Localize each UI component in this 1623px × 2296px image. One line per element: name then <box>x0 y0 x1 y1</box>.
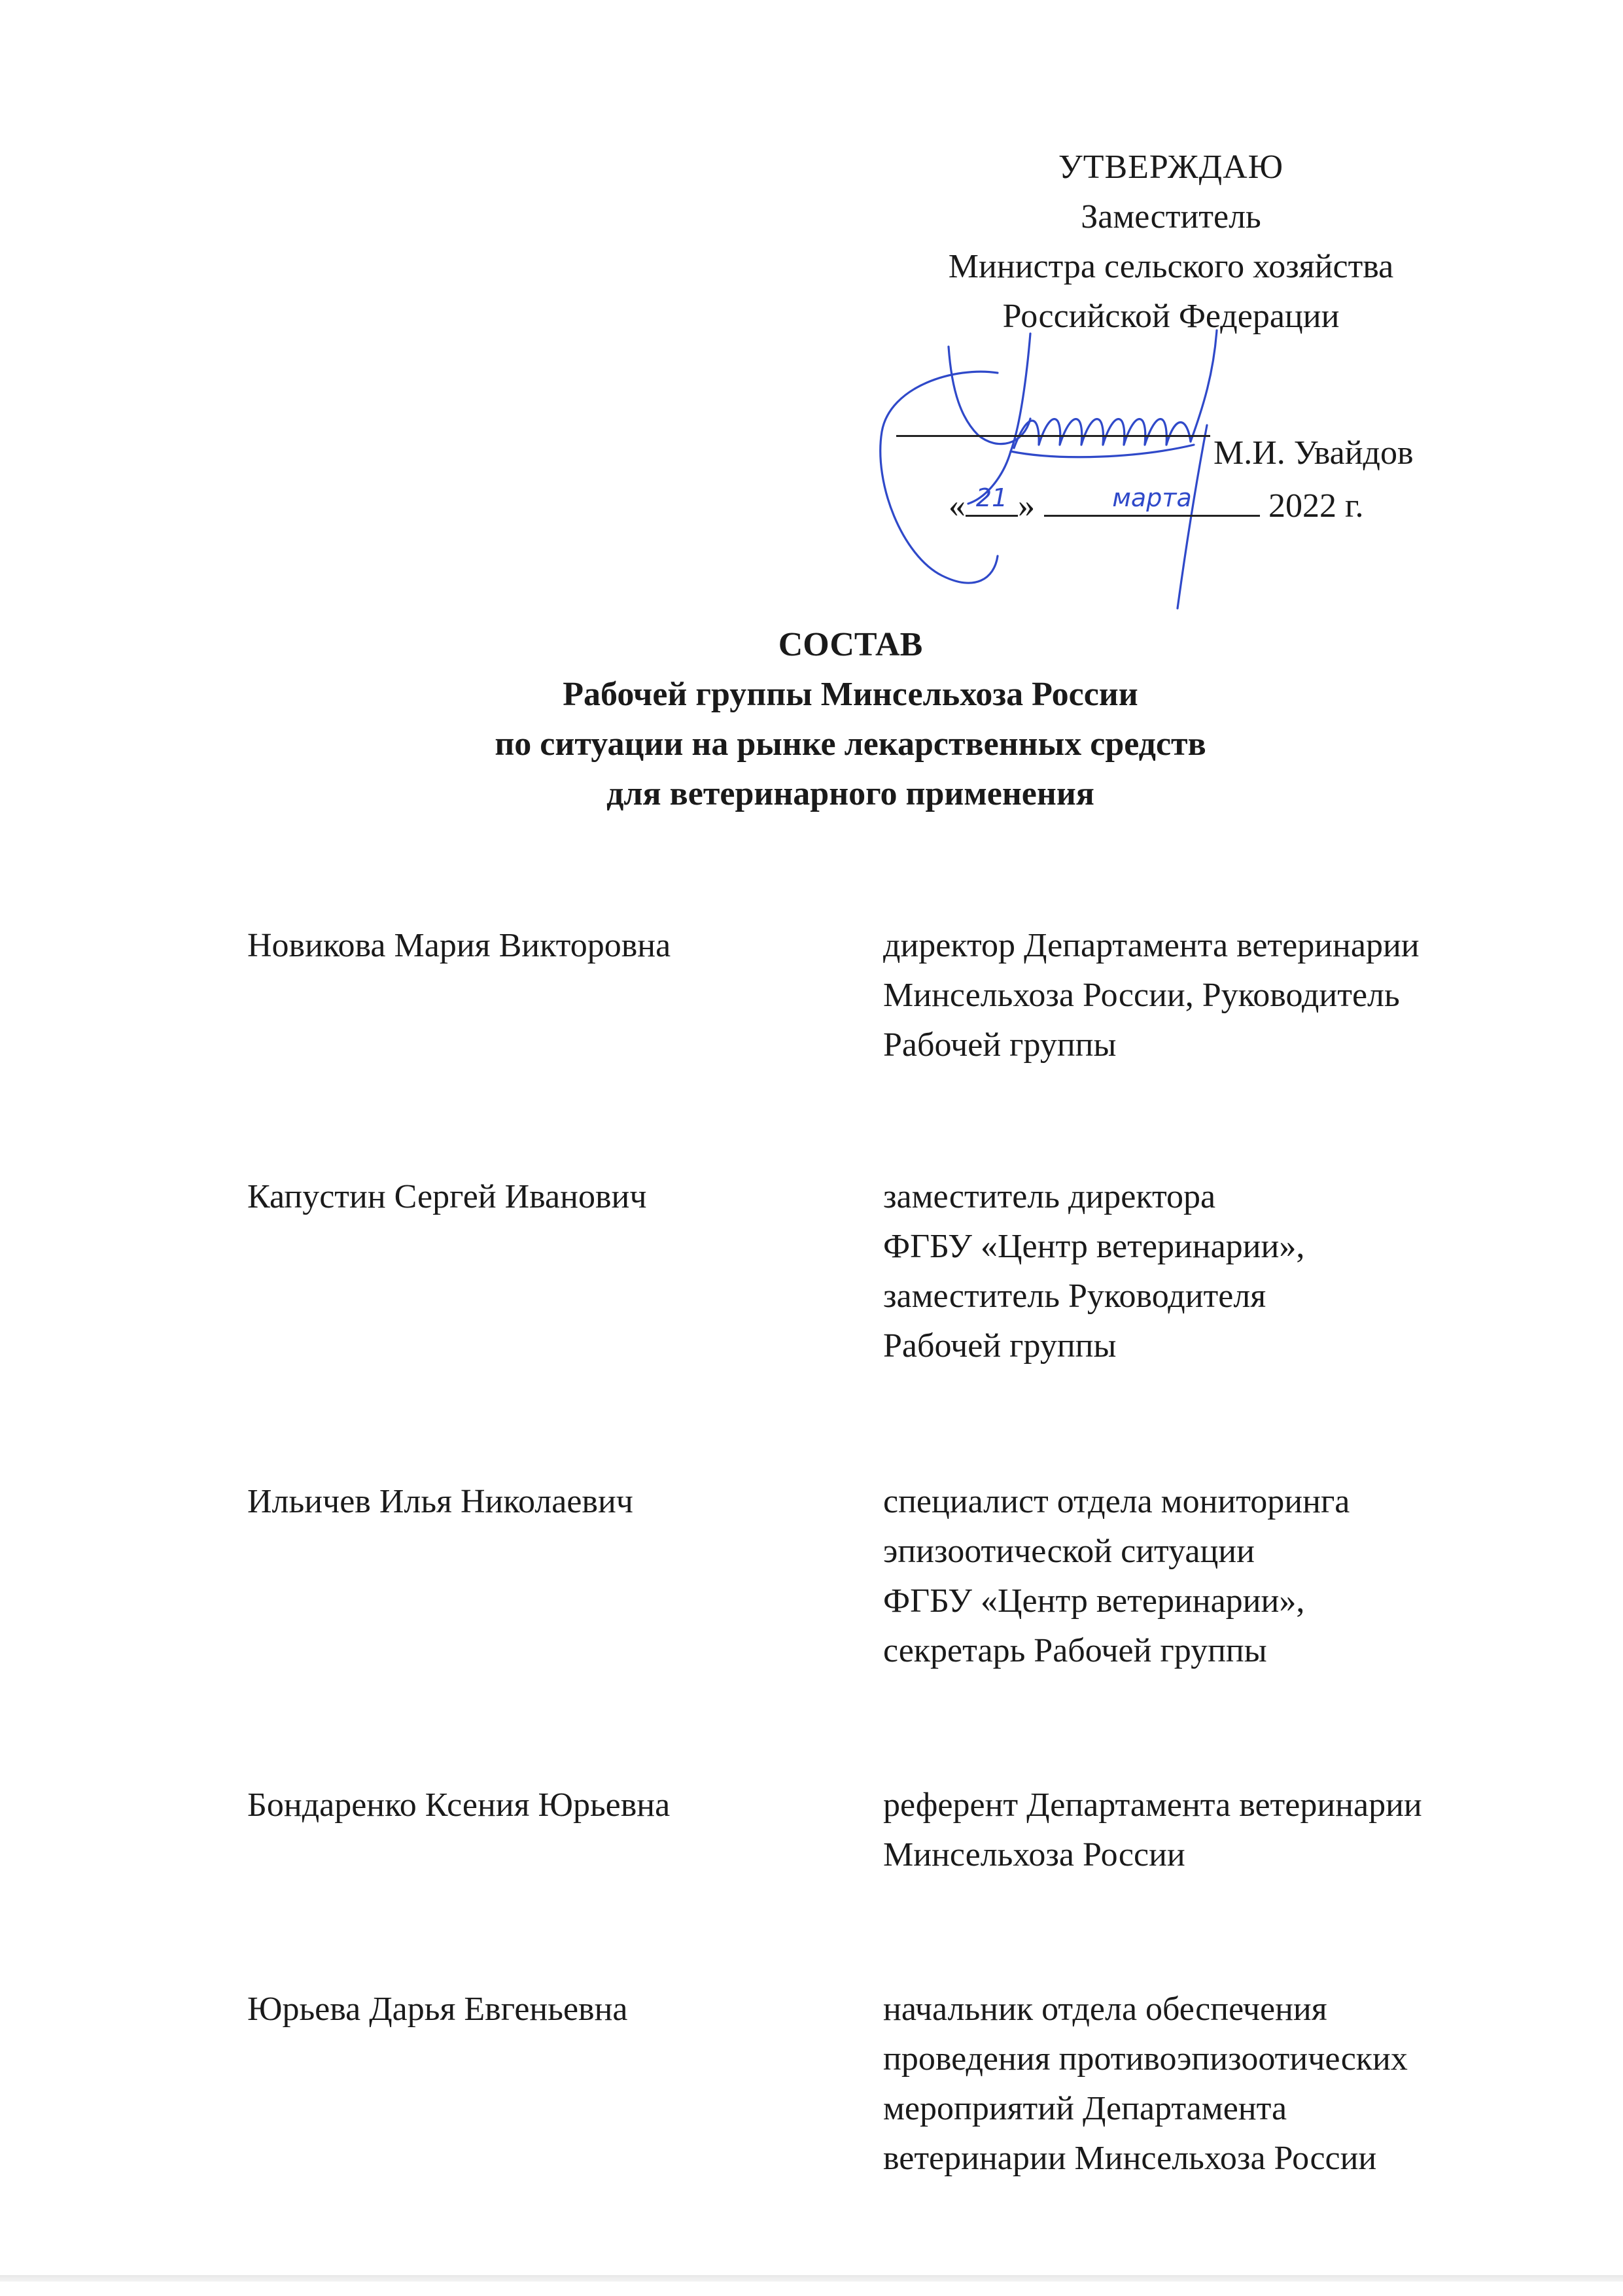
member-role <box>883 1172 1529 1371</box>
member-role-line: референт Департамента ветеринарии <box>883 1786 1422 1824</box>
members-list <box>247 921 1529 2183</box>
member-role-line: начальник отдела обеспечения <box>883 1991 1327 2028</box>
title-line: для ветеринарного применения <box>606 775 1094 812</box>
date-open-quote: « <box>949 487 966 525</box>
approval-block <box>850 143 1492 341</box>
member-role-line: ветеринарии Минсельхоза России <box>883 2140 1377 2177</box>
member-name: Юрьева Дарья Евгеньевна <box>247 1991 628 2028</box>
member-role <box>883 921 1529 1070</box>
member-role-line: директор Департамента ветеринарии <box>883 927 1420 964</box>
title-line: Рабочей группы Минсельхоза России <box>563 676 1138 713</box>
approval-date <box>949 478 1363 531</box>
member-row <box>247 1781 1529 1880</box>
member-name: Капустин Сергей Иванович <box>247 1178 647 1215</box>
approval-position-line: Заместитель <box>1081 198 1261 235</box>
document-title <box>262 620 1439 819</box>
member-role-line: Минсельхоза России <box>883 1836 1185 1873</box>
member-name: Новикова Мария Викторовна <box>247 927 671 964</box>
member-role-line: ФГБУ «Центр ветеринарии», <box>883 1228 1305 1265</box>
member-row <box>247 921 1529 1070</box>
date-day-handwritten: 21 <box>975 483 1008 512</box>
member-role-line: специалист отдела мониторинга <box>883 1483 1350 1520</box>
member-role-line: эпизоотической ситуации <box>883 1533 1255 1570</box>
member-name: Бондаренко Ксения Юрьевна <box>247 1786 671 1824</box>
member-role-line: секретарь Рабочей группы <box>883 1632 1267 1669</box>
approval-position-line: Министра сельского хозяйства <box>948 248 1394 285</box>
member-role-line: заместитель Руководителя <box>883 1278 1266 1315</box>
member-role-line: проведения противоэпизоотических <box>883 2040 1408 2078</box>
member-row <box>247 1477 1529 1676</box>
date-day-field <box>966 478 1018 517</box>
member-row <box>247 1172 1529 1371</box>
date-month-field <box>1044 478 1260 517</box>
member-name: Ильичев Илья Николаевич <box>247 1483 633 1520</box>
member-role <box>883 1781 1529 1880</box>
member-role-line: Рабочей группы <box>883 1026 1117 1064</box>
handwritten-signature <box>864 321 1269 635</box>
member-role-line: ФГБУ «Центр ветеринарии», <box>883 1582 1305 1620</box>
member-role <box>883 1985 1529 2183</box>
signer-name: М.И. Увайдов <box>1213 434 1414 472</box>
member-role-line: Минсельхоза России, Руководитель <box>883 977 1400 1014</box>
member-role-line: мероприятий Департамента <box>883 2090 1287 2127</box>
date-close-quote: » <box>1018 487 1035 525</box>
scan-bottom-edge <box>0 2275 1623 2282</box>
member-role <box>883 1477 1529 1676</box>
title-line: СОСТАВ <box>778 626 923 663</box>
signature-line <box>896 435 1210 437</box>
approval-position-line: Российской Федерации <box>1002 298 1340 335</box>
approval-heading: УТВЕРЖДАЮ <box>1058 148 1284 186</box>
date-month-handwritten: марта <box>1112 483 1192 512</box>
member-row <box>247 1985 1529 2183</box>
date-year: 2022 г. <box>1268 487 1364 525</box>
member-role-line: Рабочей группы <box>883 1327 1117 1365</box>
title-line: по ситуации на рынке лекарственных средств <box>495 725 1206 763</box>
member-role-line: заместитель директора <box>883 1178 1216 1215</box>
